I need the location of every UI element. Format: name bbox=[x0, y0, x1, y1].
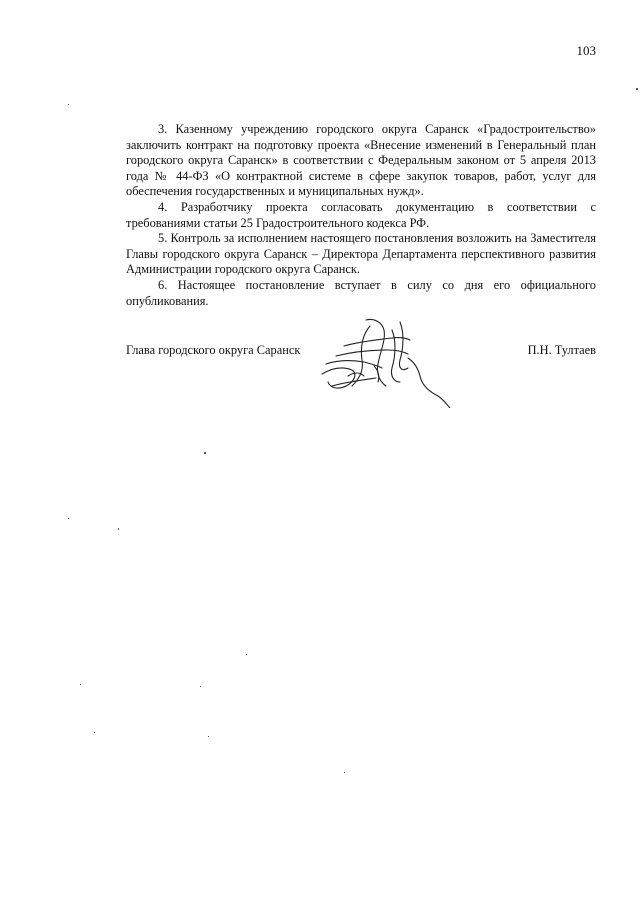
scan-speck bbox=[246, 654, 247, 655]
scan-speck bbox=[118, 528, 119, 530]
scan-speck bbox=[80, 684, 81, 685]
scan-speck bbox=[208, 736, 209, 737]
scan-speck bbox=[200, 686, 201, 687]
scan-speck bbox=[94, 732, 95, 733]
signatory-name: П.Н. Тултаев bbox=[527, 343, 596, 357]
scan-speck bbox=[344, 772, 345, 773]
paragraph-4: 4. Разработчику проекта согласовать документацию в соответствии с требованиями статьи 25 Градостроительного кодекса РФ. bbox=[126, 199, 596, 230]
scan-speck bbox=[204, 452, 206, 454]
page-number: 103 bbox=[576, 43, 596, 58]
scan-speck bbox=[68, 518, 69, 519]
scan-speck bbox=[636, 88, 638, 90]
paragraph-3: 3. Казенному учреждению городского округа Саранск «Градостроительство» заключить контракт на подготовку проекта «Внесение изменений в Генеральный план городского округа Саранск» в соответствии с Федеральным законом от 5 апреля 2013 года № 44-ФЗ «О контрактной системе в сфере закупок товаров, работ, услуг для обеспечения государственных и муниципальных нужд». bbox=[126, 122, 596, 199]
paragraph-6: 6. Настоящее постановление вступает в силу со дня его официального опубликования. bbox=[126, 277, 596, 308]
document-body bbox=[126, 122, 596, 309]
paragraph-5: 5. Контроль за исполнением настоящего постановления возложить на Заместителя Главы городского округа Саранск – Директора Департамента перспективного развития Администрации городского округа Саранск. bbox=[126, 231, 596, 277]
handwritten-signature bbox=[308, 316, 458, 408]
signatory-title: Глава городского округа Саранск bbox=[126, 343, 301, 357]
scan-speck bbox=[68, 104, 69, 105]
